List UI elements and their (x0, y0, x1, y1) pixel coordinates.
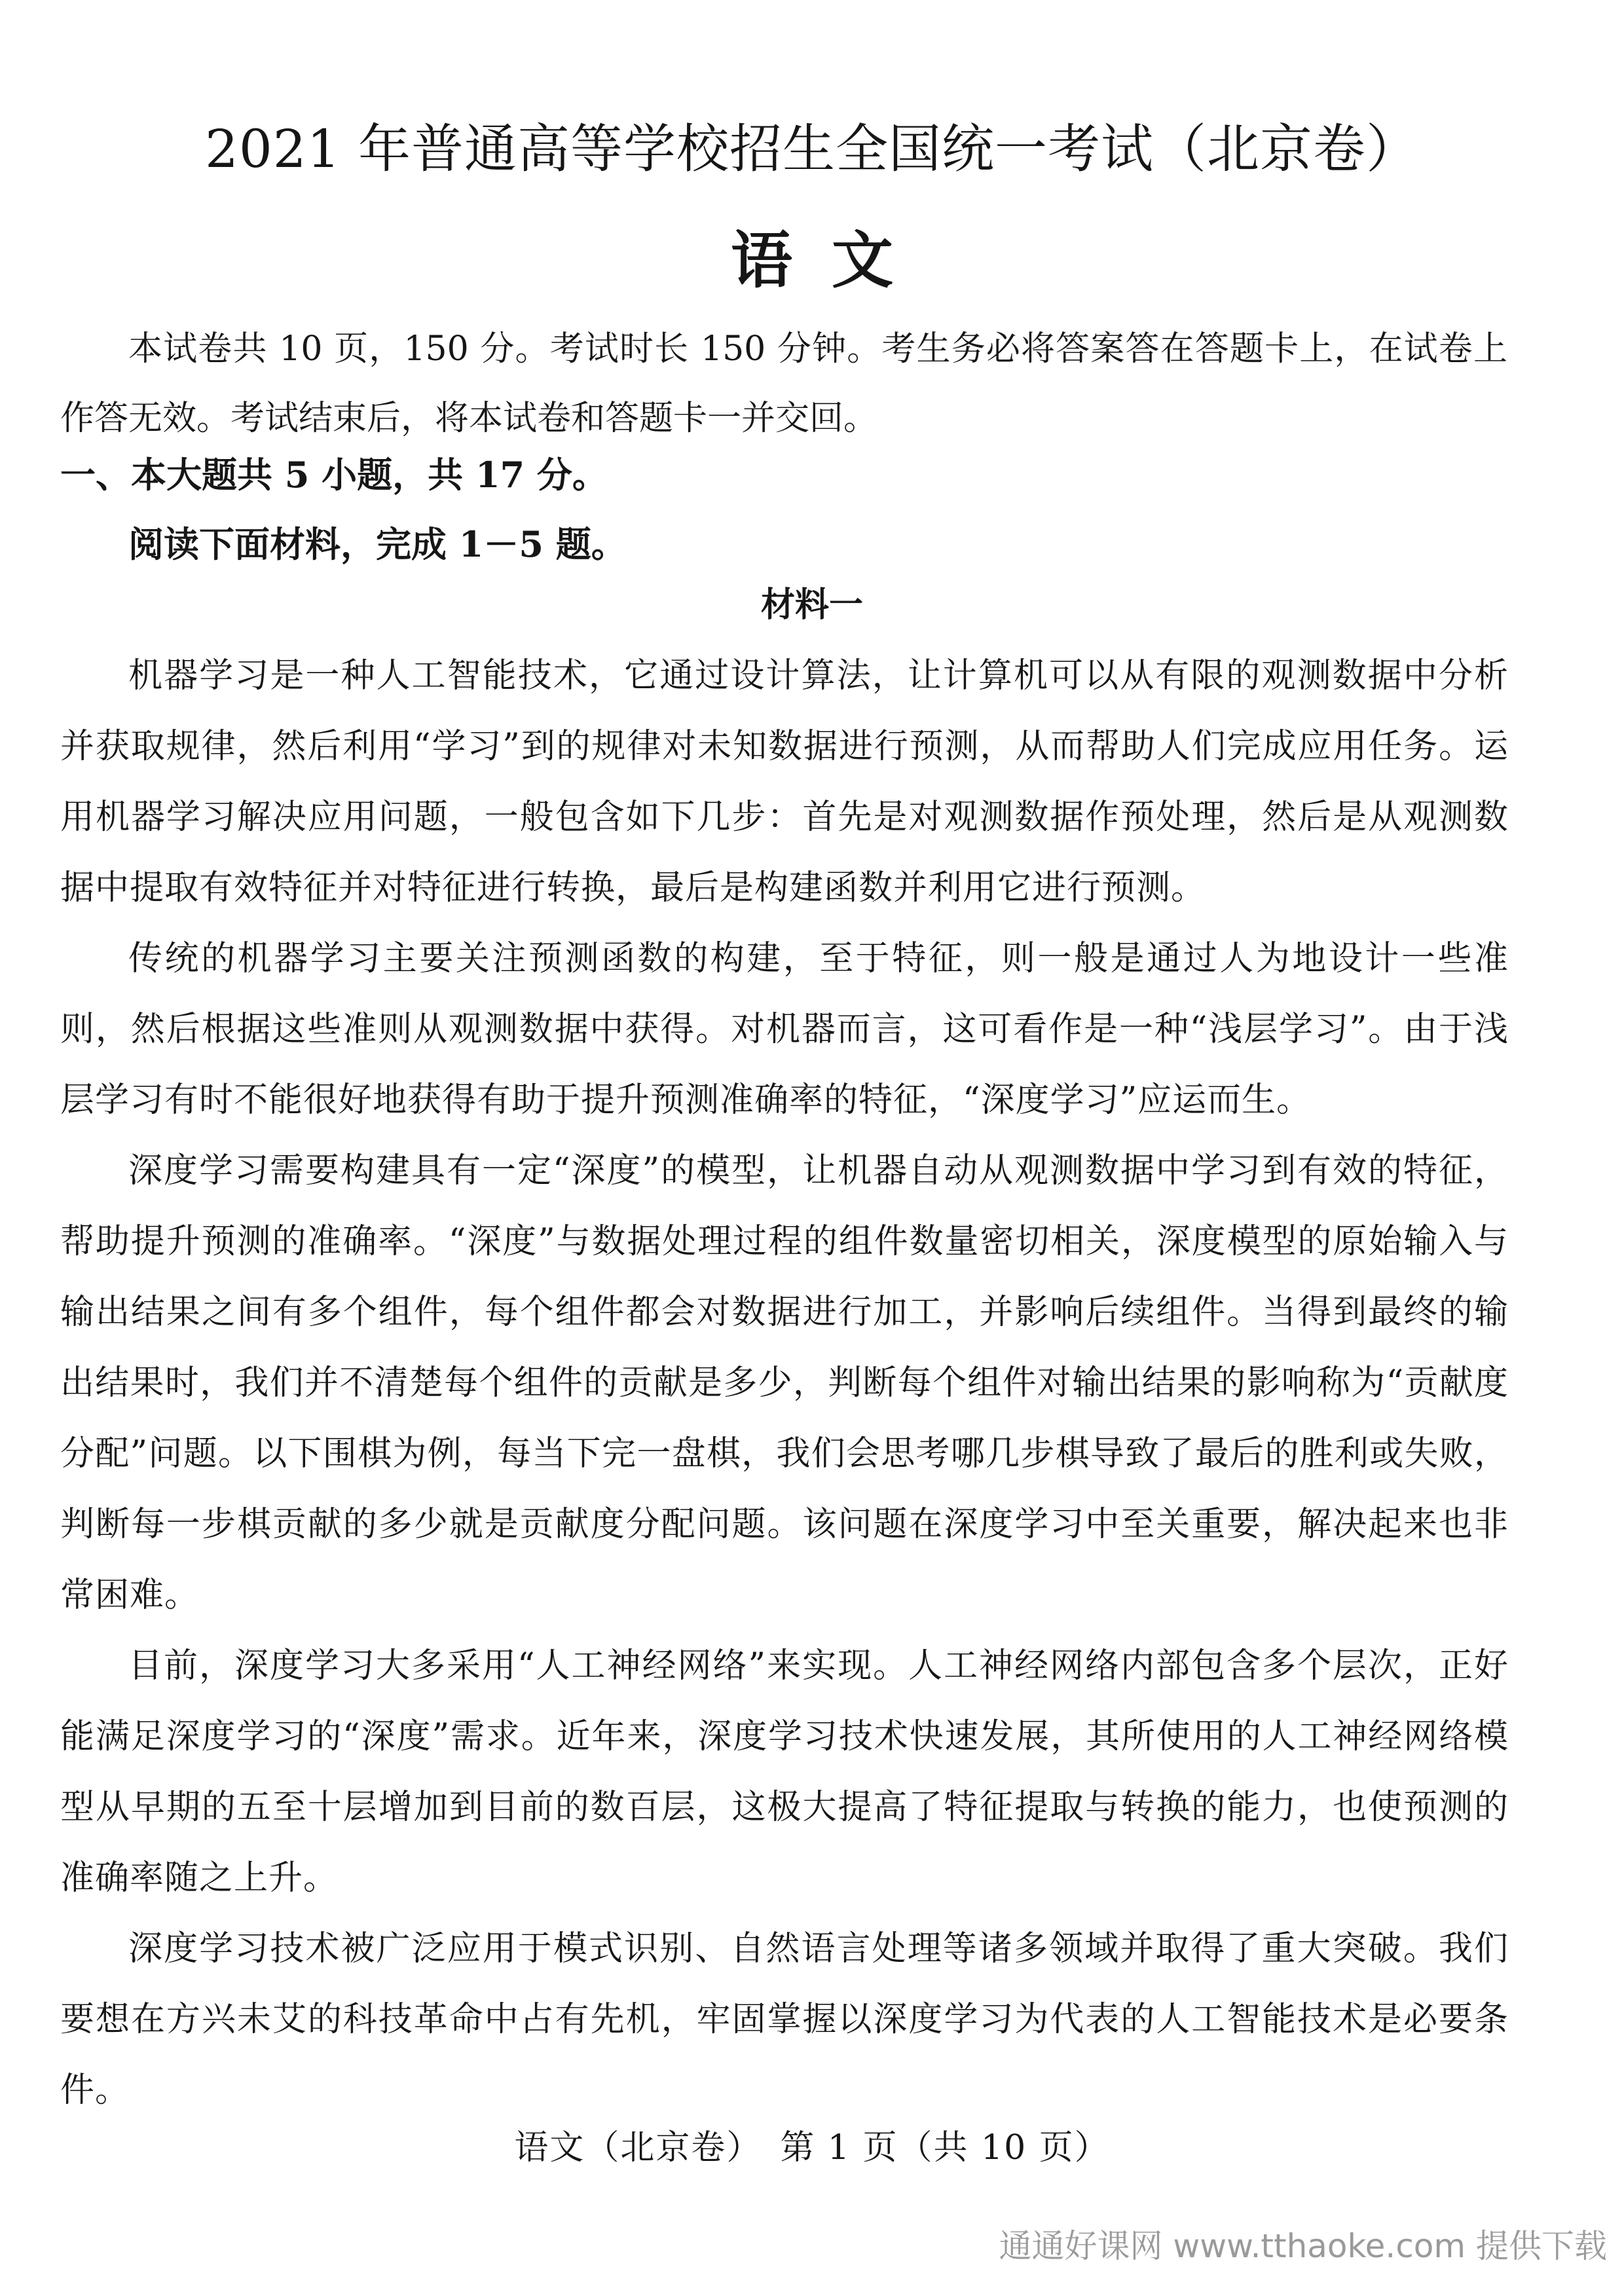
section-heading: 一、本大题共 5 小题，共 17 分。 (60, 454, 608, 496)
reading-instruction: 阅读下面材料，完成 1－5 题。 (128, 523, 627, 565)
paragraph: 深度学习技术被广泛应用于模式识别、自然语言处理等诸多领域并取得了重大突破。我们要想在方兴未艾的科技革命中占有先机，牢固掌握以深度学习为代表的人工智能技术是必要条件。 (60, 1929, 1509, 2110)
paragraph: 深度学习需要构建具有一定“深度”的模型，让机器自动从观测数据中学习到有效的特征，帮助提升预测的准确率。“深度”与数据处理过程的组件数量密切相关，深度模型的原始输入与输出结果之间有多个组件，每个组件都会对数据进行加工，并影响后续组件。当得到最终的输出结果时，我们并不清楚每个组件的贡献是多少，判断每个组件对输出结果的影响称为“贡献度分配”问题。以下围棋为例，每当下完一盘棋，我们会思考哪几步棋导致了最后的胜利或失败，判断每一步棋贡献的多少就是贡献度分配问题。该问题在深度学习中至关重要，解决起来也非常困难。 (60, 1151, 1509, 1615)
watermark-text: 通通好课网 www.tthaoke.com 提供下载 (999, 2227, 1607, 2265)
paragraph: 机器学习是一种人工智能技术，它通过设计算法，让计算机可以从有限的观测数据中分析并获取规律，然后利用“学习”到的规律对未知数据进行预测，从而帮助人们完成应用任务。运用机器学习解决应用问题，一般包含如下几步：首先是对观测数据作预处理，然后是从观测数据中提取有效特征并对特征进行转换，最后是构建函数并利用它进行预测。 (60, 656, 1509, 908)
subject-heading: 语文 (730, 225, 932, 297)
material-body (60, 640, 1509, 2126)
paragraph: 目前，深度学习大多采用“人工神经网络”来实现。人工神经网络内部包含多个层次，正好能满足深度学习的“深度”需求。近年来，深度学习技术快速发展，其所使用的人工神经网络模型从早期的五至十层增加到目前的数百层，这极大提高了特征提取与转换的能力，也使预测的准确率随之上升。 (60, 1646, 1509, 1898)
paragraph: 传统的机器学习主要关注预测函数的构建，至于特征，则一般是通过人为地设计一些准则，然后根据这些准则从观测数据中获得。对机器而言，这可看作是一种“浅层学习”。由于浅层学习有时不能很好地获得有助于提升预测准确率的特征，“深度学习”应运而生。 (60, 939, 1509, 1120)
material-title: 材料一 (760, 585, 863, 625)
exam-title: 2021 年普通高等学校招生全国统一考试（北京卷） (204, 119, 1420, 179)
page-footer: 语文（北京卷） 第 1 页（共 10 页） (514, 2128, 1110, 2168)
exam-instructions: 本试卷共 10 页，150 分。考试时长 150 分钟。考生务必将答案答在答题卡上，在试卷上作答无效。考试结束后，将本试卷和答题卡一并交回。 (60, 329, 1507, 438)
